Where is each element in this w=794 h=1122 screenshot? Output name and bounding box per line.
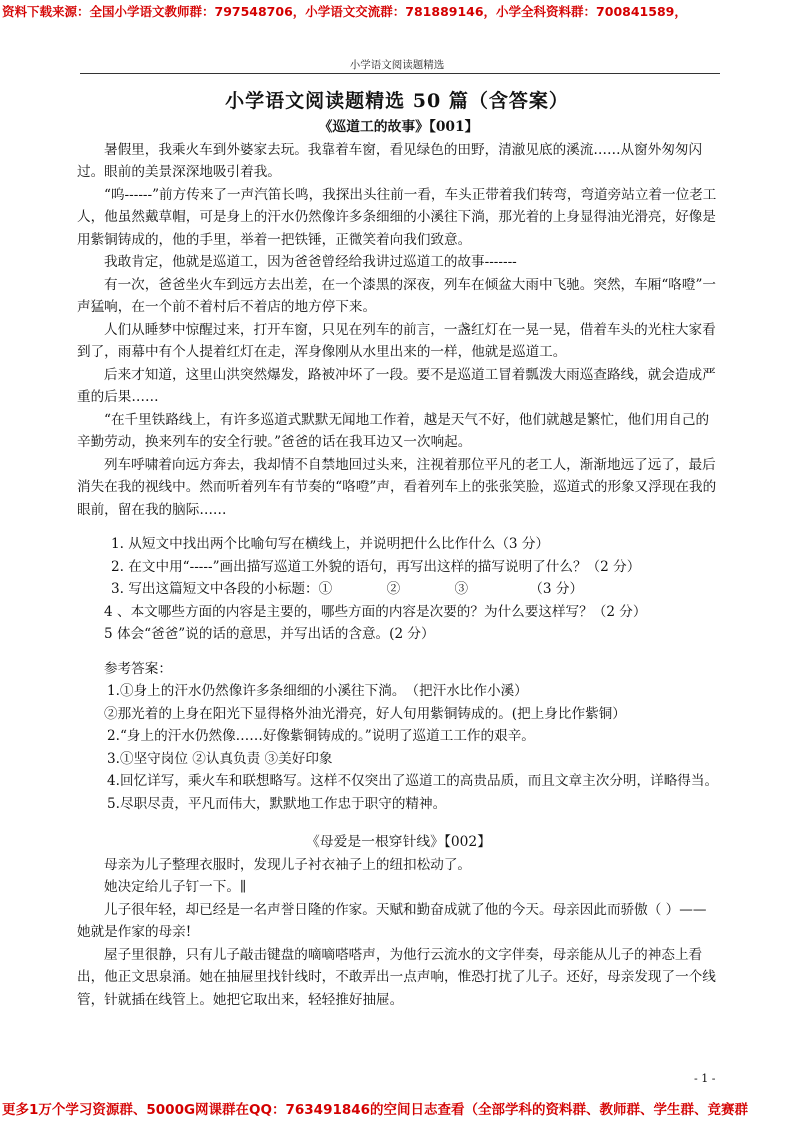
page-number: - 1 - bbox=[694, 1072, 716, 1085]
header-divider bbox=[80, 73, 720, 74]
story-paragraph: 母亲为儿子整理衣服时，发现儿子衬衣袖子上的纽扣松动了。 bbox=[104, 856, 472, 873]
page-title: 小学语文阅读题精选 50 篇（含答案） bbox=[225, 90, 569, 112]
story-paragraph: “呜------”前方传来了一声汽笛长鸣，我探出头往前一看，车头正带着我们转弯，弯道旁站立着一位老工人，他虽然戴草帽，可是身上的汗水仍然像许多条细细的小溪往下淌，那光着的上身显得油光滑亮，好像是用紫铜铸成的，他的手里，举着一把铁锤，正微笑着向我们致意。 bbox=[77, 186, 717, 248]
spacer bbox=[77, 646, 720, 658]
story-paragraph: 后来才知道，这里山洪突然爆发，路被冲坏了一段。要不是巡道工冒着瓢泼大雨巡查路线，就会造成严重的后果…… bbox=[77, 366, 716, 405]
story-paragraph: 我敢肯定，他就是巡道工，因为爸爸曾经给我讲过巡道工的故事------- bbox=[104, 254, 517, 270]
top-promo-banner: 资料下载来源：全国小学语文教师群：797548706，小学语文交流群：781889146，小学全科资料群：700841589， bbox=[2, 4, 687, 19]
bottom-promo-banner: 更多1万个学习资源群、5000G网课群在QQ：763491846的空间日志查看（全部学科的资料群、教师群、学生群、竞赛群 bbox=[2, 1102, 749, 1118]
answer-item: 2.“身上的汗水仍然像……好像紫铜铸成的。”说明了巡道工工作的艰辛。 bbox=[107, 728, 535, 744]
spacer bbox=[77, 521, 720, 533]
question: 5 体会“爸爸”说的话的意思，并写出话的含意。(2 分） bbox=[104, 626, 435, 642]
story-title: 《母爱是一根穿针线》【002】 bbox=[306, 834, 491, 850]
spacer bbox=[77, 815, 720, 831]
running-header: 小学语文阅读题精选 bbox=[349, 59, 445, 71]
story-paragraph: 她决定给儿子钉一下。∥ bbox=[104, 879, 247, 895]
story-paragraph: 暑假里，我乘火车到外婆家去玩。我靠着车窗，看见绿色的田野，清澈见底的溪流……从窗外匆匆闪过。眼前的美景深深地吸引着我。 bbox=[77, 141, 703, 180]
story-paragraph: 列车呼啸着向远方奔去，我却情不自禁地回过头来，注视着那位平凡的老工人，渐渐地远了远了，最后消失在我的视线中。然而听着列车有节奏的“咯噔”声，看着列车上的张张笑脸，巡道式的形象又浮现在我的眼前，留在我的脑际…… bbox=[77, 456, 717, 518]
question: 3. 写出这篇短文中各段的小标题：① ② ③ （3 分） bbox=[111, 581, 584, 597]
question: 1. 从短文中找出两个比喻句写在横线上，并说明把什么比作什么（3 分） bbox=[111, 536, 550, 552]
answer-heading: 参考答案： bbox=[104, 660, 172, 677]
story-paragraph: 人们从睡梦中惊醒过来，打开车窗，只见在列车的前言，一盏红灯在一晃一晃，借着车头的光柱大家看到了，雨幕中有个人提着红灯在走，浑身像刚从水里出来的一样，他就是巡道工。 bbox=[77, 321, 716, 360]
story-paragraph: 有一次，爸爸坐火车到远方去出差，在一个漆黑的深夜，列车在倾盆大雨中飞驰。突然，车厢“咯噔”一声猛响，在一个前不着村后不着店的地方停下来。 bbox=[77, 276, 717, 315]
story-paragraph: 儿子很年轻，却已经是一名声誉日隆的作家。天赋和勤奋成就了他的今天。母亲因此而骄傲（ ）——她就是作家的母亲! bbox=[77, 901, 707, 940]
answer-item: 5.尽职尽责，平凡而伟大，默默地工作忠于职守的精神。 bbox=[107, 795, 447, 812]
question: 4 、本文哪些方面的内容是主要的，哪些方面的内容是次要的？为什么要这样写？（2 分） bbox=[104, 603, 647, 620]
answer-item: 4.回忆详写，乘火车和联想略写。这样不仅突出了巡道工的高贵品质，而且文章主次分明，详略得当。 bbox=[107, 773, 719, 789]
story-title: 《巡道工的故事》【001】 bbox=[318, 119, 479, 135]
answer-item: ②那光着的上身在阳光下显得格外油光滑亮，好人旬用紫铜铸成的。(把上身比作紫铜） bbox=[104, 705, 626, 722]
question: 2. 在文中用“-----”画出描写巡道工外貌的语句，再写出这样的描写说明了什么？（2 分） bbox=[111, 558, 641, 575]
answer-item: 3.①坚守岗位 ②认真负责 ③美好印象 bbox=[107, 750, 333, 767]
story-paragraph: “在千里铁路线上，有许多巡道式默默无闻地工作着，越是天气不好，他们就越是繁忙，他们用自己的辛勤劳动，换来列车的安全行驶。”爸爸的话在我耳边又一次响起。 bbox=[77, 411, 710, 450]
answer-item: 1.①身上的汗水仍然像许多条细细的小溪往下淌。 （把汗水比作小溪） bbox=[107, 683, 528, 699]
document-body bbox=[77, 116, 720, 1011]
story-paragraph: 屋子里很静，只有儿子敲击键盘的嘀嘀嗒嗒声，为他行云流水的文字伴奏，母亲能从儿子的神态上看出，他正文思泉涌。她在抽屉里找针线时，不敢弄出一点声响，惟恐打扰了儿子。还好，母亲发现了一个线管，针就插在线管上。她把它取出来，轻轻推好抽屉。 bbox=[77, 946, 716, 1008]
